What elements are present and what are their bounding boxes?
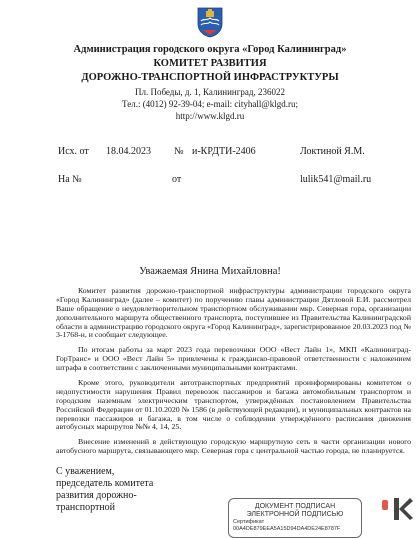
letterhead-committee: КОМИТЕТ РАЗВИТИЯ	[153, 58, 267, 69]
number-sign: №	[174, 146, 184, 157]
electronic-signature-stamp	[228, 498, 362, 538]
body-paragraph-3: Кроме этого, руководители автотранспортных предприятий проинформированы комитетом о недопустимости нарушения Правил перевозок пассажиров и багажа автомобильным транспортом и городским наземным электрическим транспортом, утверждённых постановлением Правительства Российской Федерации от 01.10.2020 № 1586 (в действующей редакции), и муниципальных контрактов на перевозки пассажиров и багажа, в том числе о соблюдении утверждённого расписания движения автобусных маршрутов №№ 4, 14, 25.	[56, 378, 411, 432]
stamp-certificate: Сертификат 00A4DE879EEA5A15D94DA4DE24E8787F	[233, 519, 341, 532]
letterhead-address: Пл. Победы, д. 1, Калининград, 236022	[134, 87, 285, 97]
salutation: Уважаемая Янина Михайловна!	[139, 266, 281, 277]
signature-title-2: развития дорожно-	[56, 490, 137, 501]
coat-of-arms-icon	[197, 6, 223, 38]
letterhead-phone-email: Тел.: (4012) 92-39-04; e-mail: cityhall@klgd.ru;	[122, 99, 298, 109]
outgoing-number: и-КРДТИ-2406	[192, 146, 256, 157]
k-logo-icon	[392, 496, 414, 522]
watermark-accent	[382, 500, 388, 510]
body-paragraph-2: По итогам работы за март 2023 года перевозчики ООО «Вест Лайн 1», МКП «Калининград-ГорТранс» и ООО «Вест Лайн 5» привлечены к гражданско-правовой ответственности с наложением штрафа в соответствии с заключенными муниципальными контрактами.	[56, 345, 411, 372]
signature-closing: С уважением,	[56, 466, 115, 477]
stamp-line-1: ДОКУМЕНТ ПОДПИСАН	[254, 503, 336, 510]
stamp-line-2: ЭЛЕКТРОННОЙ ПОДПИСЬЮ	[246, 511, 344, 518]
signature-title-1: председатель комитета	[56, 478, 154, 489]
body-paragraph-4: Внесение изменений в действующую городскую маршрутную сеть в части организации нового автобусного маршрута, связывающего мкр. Северная гора с центральной частью города, не планируется.	[56, 437, 411, 455]
recipient-email: lulik541@mail.ru	[300, 174, 372, 185]
letterhead-infrastructure: ДОРОЖНО-ТРАНСПОРТНОЙ ИНФРАСТРУКТУРЫ	[81, 72, 339, 83]
incoming-number-label: На №	[58, 174, 82, 185]
signature-block	[56, 466, 153, 514]
body-paragraph-1: Комитет развития дорожно-транспортной инфраструктуры администрации городского округа «Город Калининград» (далее – комитет) по поручению главы администрации Дятловой Е.И. рассмотрел Ваше обращение о неудовлетворительном транспортном обслуживании мкр. Северная гора, организации дополнительного маршрута общественного транспорта, поступившее из Правительства Калининградской области в администрацию городского округа «Город Калининград», зарегистрированное 20.03.2023 под № 3-1768-н, и сообщает следующее.	[56, 286, 411, 340]
signature-title-3: транспортной	[56, 502, 116, 513]
recipient-name: Локтиной Я.М.	[300, 146, 365, 157]
letterhead-administration: Администрация городского округа «Город Калининград»	[73, 44, 347, 55]
outgoing-date: 18.04.2023	[106, 146, 151, 157]
incoming-date-label: от	[172, 174, 182, 185]
letterhead-website: http://www.klgd.ru	[175, 111, 245, 121]
outgoing-label: Исх. от	[58, 146, 89, 157]
